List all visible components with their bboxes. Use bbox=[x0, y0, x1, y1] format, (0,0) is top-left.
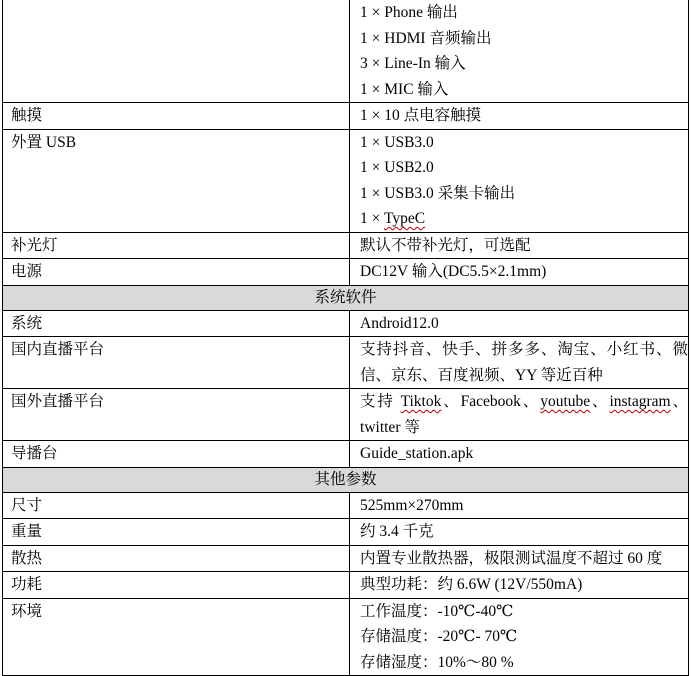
table-row bbox=[3, 129, 689, 232]
table-row bbox=[3, 103, 689, 130]
row-value bbox=[350, 103, 689, 130]
row-label: 导播台 bbox=[3, 441, 350, 468]
table-row bbox=[3, 232, 689, 259]
value-line: DC12V 输入(DC5.5×2.1mm) bbox=[360, 263, 547, 280]
hardware-rows bbox=[3, 0, 689, 285]
value-line: 存储湿度：10%～80 % bbox=[360, 653, 514, 671]
table-row bbox=[3, 337, 689, 389]
spellcheck-word: Tiktok bbox=[400, 393, 442, 410]
value-line: 1 × Phone 输出 bbox=[360, 4, 458, 21]
row-value bbox=[350, 0, 689, 103]
table-row bbox=[3, 519, 689, 546]
row-label bbox=[3, 0, 350, 103]
row-value bbox=[350, 572, 689, 599]
value-line: 存储温度：-20℃- 70℃ bbox=[360, 628, 518, 645]
row-label: 系统 bbox=[3, 310, 350, 337]
text-run: 支持 bbox=[360, 393, 401, 410]
row-value bbox=[350, 232, 689, 259]
section-header-row bbox=[3, 467, 689, 492]
row-label: 补光灯 bbox=[3, 232, 350, 259]
table-row bbox=[3, 0, 689, 103]
table-row bbox=[3, 492, 689, 519]
row-value bbox=[350, 519, 689, 546]
software-section bbox=[3, 285, 689, 492]
section-header-row bbox=[3, 285, 689, 310]
value-paragraph bbox=[360, 389, 688, 440]
spellcheck-word: instagram bbox=[609, 393, 671, 410]
text-run: 、 bbox=[670, 393, 688, 410]
value-line: Android12.0 bbox=[360, 314, 439, 332]
text-run: twitter bbox=[360, 418, 401, 436]
row-value bbox=[350, 129, 689, 232]
table-row bbox=[3, 389, 689, 441]
row-label: 外置 USB bbox=[3, 129, 350, 232]
value-line: 3 × Line-In 输入 bbox=[360, 55, 466, 72]
value-line: 典型功耗：约 6.6W (12V/550mA) bbox=[360, 576, 583, 593]
table-row bbox=[3, 259, 689, 286]
value-paragraph: 支持抖音、快手、拼多多、淘宝、小红书、微信、京东、百度视频、YY 等近百种 bbox=[360, 341, 688, 384]
row-label: 触摸 bbox=[3, 103, 350, 130]
spec-table bbox=[2, 0, 689, 676]
section-title-software: 系统软件 bbox=[3, 285, 689, 310]
table-row bbox=[3, 441, 689, 468]
row-label: 国内直播平台 bbox=[3, 337, 350, 389]
value-line: 1 × MIC 输入 bbox=[360, 80, 449, 98]
value-line: 1 × USB2.0 bbox=[360, 159, 434, 176]
row-value bbox=[350, 598, 689, 676]
row-label: 尺寸 bbox=[3, 492, 350, 519]
row-label: 电源 bbox=[3, 259, 350, 286]
value-line: 默认不带补光灯，可选配 bbox=[360, 236, 531, 254]
table-row bbox=[3, 545, 689, 572]
value-line: 1 × USB3.0 采集卡输出 bbox=[360, 184, 516, 202]
spellcheck-word: youtube bbox=[540, 393, 591, 410]
row-label: 环境 bbox=[3, 598, 350, 676]
value-line: 内置专业散热器，极限测试温度不超过 60 度 bbox=[360, 549, 663, 567]
text-run: 、Facebook、 bbox=[441, 393, 541, 410]
row-label: 散热 bbox=[3, 545, 350, 572]
text-run: 等 bbox=[400, 418, 420, 436]
row-value bbox=[350, 492, 689, 519]
value-line: 525mm×270mm bbox=[360, 496, 464, 514]
value-line: 1 × 10 点电容触摸 bbox=[360, 107, 482, 124]
table-row bbox=[3, 572, 689, 599]
value-line: 约 3.4 千克 bbox=[360, 523, 434, 540]
row-value bbox=[350, 389, 689, 441]
row-value bbox=[350, 337, 689, 389]
other-rows bbox=[3, 492, 689, 676]
value-line: 1 × TypeC bbox=[360, 210, 426, 227]
value-line: Guide_station.apk bbox=[360, 445, 474, 462]
table-row bbox=[3, 598, 689, 676]
row-label: 国外直播平台 bbox=[3, 389, 350, 441]
row-value bbox=[350, 441, 689, 468]
value-line: 工作温度：-10℃-40℃ bbox=[360, 602, 514, 620]
spellcheck-word: TypeC bbox=[383, 210, 426, 227]
text-run: 、 bbox=[590, 393, 610, 410]
row-label: 重量 bbox=[3, 519, 350, 546]
row-value bbox=[350, 310, 689, 337]
row-value bbox=[350, 259, 689, 286]
row-value bbox=[350, 545, 689, 572]
value-line: 1 × HDMI 音频输出 bbox=[360, 29, 492, 47]
section-title-other: 其他参数 bbox=[3, 467, 689, 492]
row-label: 功耗 bbox=[3, 572, 350, 599]
table-row bbox=[3, 310, 689, 337]
value-line: 1 × USB3.0 bbox=[360, 133, 434, 151]
